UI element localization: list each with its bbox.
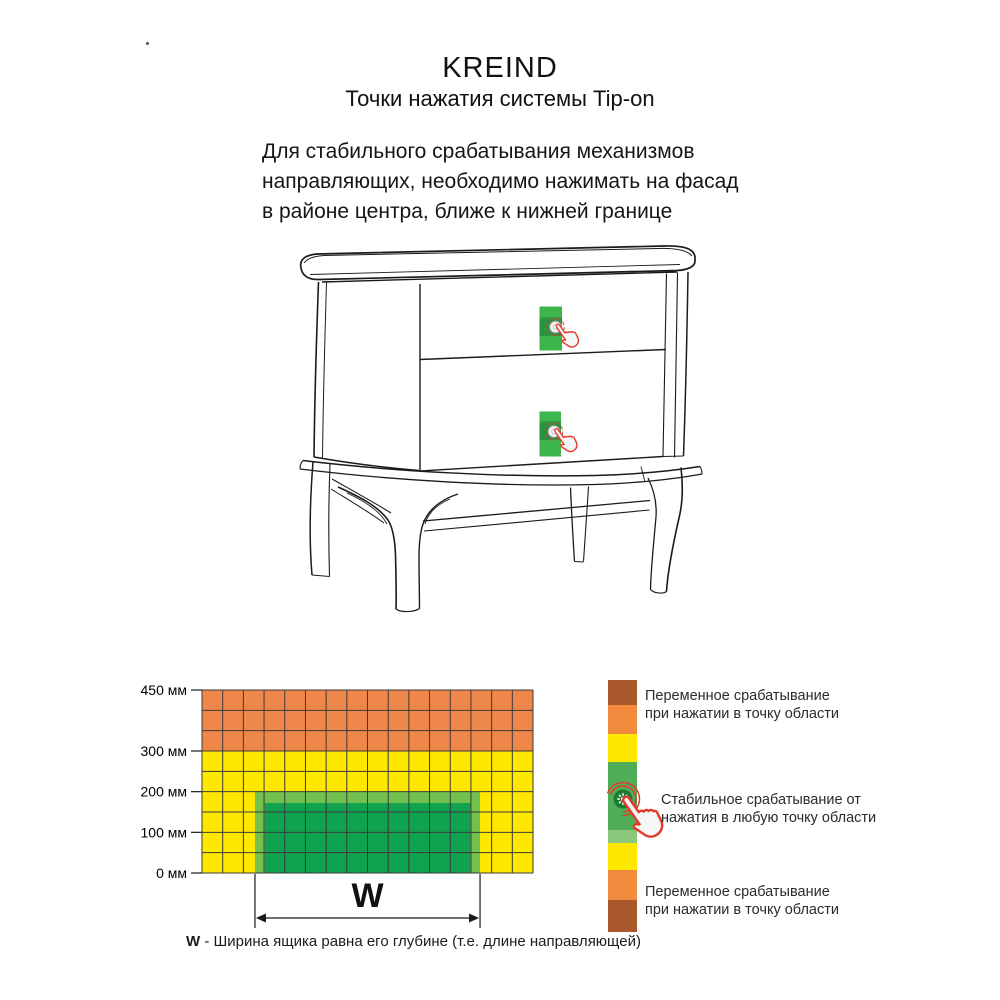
legend-entry-line: при нажатии в точку области xyxy=(645,705,839,722)
axis-tick-label: 300 мм xyxy=(140,743,187,759)
axis-tick-label: 450 мм xyxy=(140,682,187,698)
intro-line-3: в районе центра, ближе к нижней границе xyxy=(262,200,673,223)
intro-line-2: направляющих, необходимо нажимать на фасад xyxy=(262,170,739,193)
legend-entry-line: нажатия в любую точку области xyxy=(661,809,877,826)
footnote-text: - Ширина ящика равна его глубине (т.е. длине направляющей) xyxy=(200,933,641,950)
legend-entry-line: при нажатии в точку области xyxy=(645,901,839,918)
nightstand-body xyxy=(314,272,688,471)
press-zone-chart xyxy=(140,670,600,970)
tip-on-press-point-lower-icon xyxy=(540,412,581,457)
legend-entry-line: Переменное срабатывание xyxy=(645,884,830,900)
axis-tick-label: 100 мм xyxy=(140,824,187,841)
press-zone-chart-svg xyxy=(140,670,600,970)
nightstand-base-and-legs xyxy=(300,461,702,612)
legend-entry-stable xyxy=(661,792,876,827)
tip-on-press-point-upper-icon xyxy=(540,307,582,351)
axis-tick-label: 0 мм xyxy=(156,865,187,881)
legend-entry-line: Стабильное срабатывание от xyxy=(661,792,861,808)
legend-bar-segment xyxy=(608,680,637,705)
chart-footnote xyxy=(186,933,641,950)
width-marker-arrowhead-left xyxy=(256,914,266,923)
nightstand-top xyxy=(301,246,695,280)
legend-bar-segment xyxy=(608,870,637,900)
intro-line-1: Для стабильного срабатывания механизмов xyxy=(262,140,695,163)
legend-entry-variable-bottom xyxy=(645,884,839,919)
brand-title: KREIND xyxy=(442,52,558,84)
page-subtitle: Точки нажатия системы Tip-on xyxy=(345,86,655,111)
width-marker-arrowhead-right xyxy=(469,914,479,923)
legend-entry-line: Переменное срабатывание xyxy=(645,688,830,704)
axis-tick-label: 200 мм xyxy=(140,783,187,800)
legend-bar-segment xyxy=(608,900,637,932)
legend-bar-segment xyxy=(608,734,637,762)
legend-bar-segment xyxy=(608,705,637,734)
footnote-symbol: W xyxy=(186,933,201,950)
legend-entry-variable-top xyxy=(645,688,839,723)
width-marker-label: W xyxy=(351,877,384,915)
